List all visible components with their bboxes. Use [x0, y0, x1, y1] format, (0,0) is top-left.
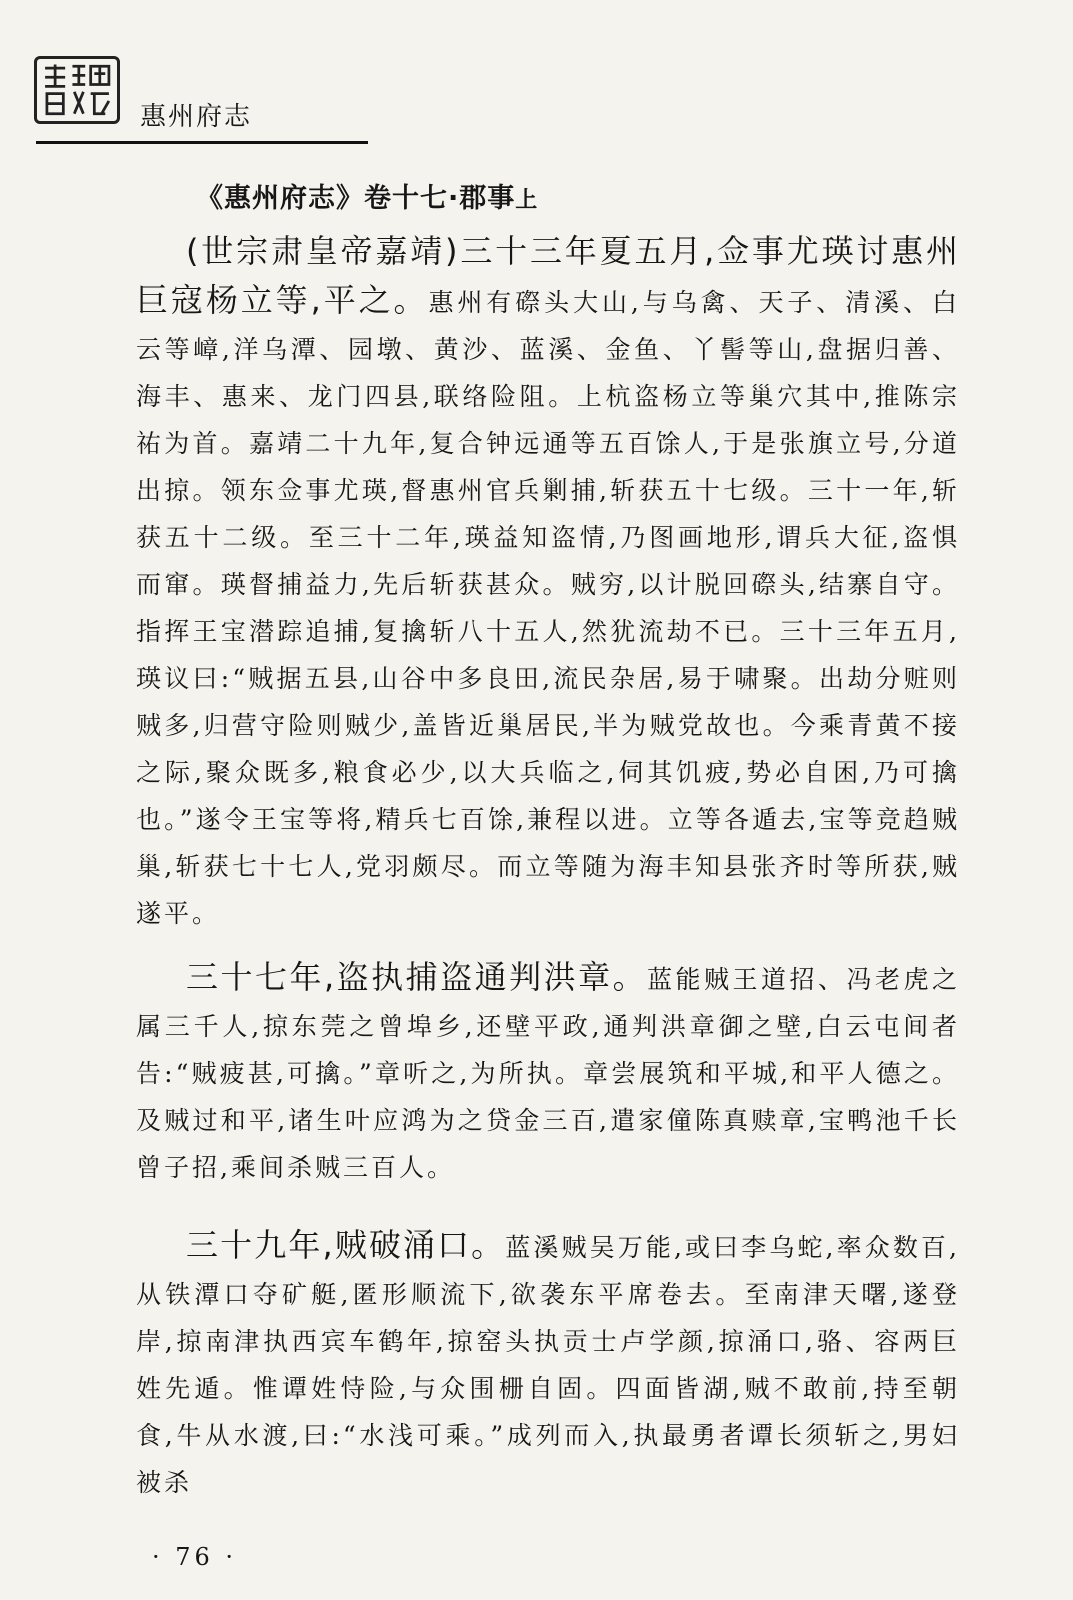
- chapter-title: [196, 176, 538, 215]
- chapter-title-main: 《惠州府志》卷十七·郡事: [196, 183, 516, 214]
- section-lead: 三十九年,贼破涌口。: [186, 1226, 506, 1264]
- section-body: 蓝溪贼吴万能,或曰李乌蛇,率众数百,从铁潭口夺矿艇,匿形顺流下,欲袭东平席卷去。至南津天曙,遂登岸,掠南津执西宾车鹤年,掠窑头执贡士卢学颜,掠涌口,骆、容两巨姓先遁。惟谭姓恃险,与众围栅自固。四面皆湖,贼不敢前,持至朝食,牛从水渡,曰:“水浅可乘。”成列而入,执最勇者谭长须斩之,男妇被杀: [136, 1233, 960, 1497]
- header-rule: [36, 141, 368, 144]
- book-title: 惠州府志: [140, 102, 253, 132]
- section-3: [136, 1222, 960, 1506]
- section-lead: 三十七年,盗执捕盗通判洪章。: [186, 958, 648, 996]
- section-body: 惠州有磜头大山,与乌禽、天子、清溪、白云等嶂,洋乌潭、园墩、黄沙、蓝溪、金鱼、丫髻等山,盘据归善、海丰、惠来、龙门四县,联络险阻。上杭盗杨立等巢穴其中,推陈宗祐为首。嘉靖二十九年,复合钟远通等五百馀人,于是张旗立号,分道出掠。领东佥事尤瑛,督惠州官兵剿捕,斩获五十七级。三十一年,斩获五十二级。至三十二年,瑛益知盗情,乃图画地形,谓兵大征,盗惧而窜。瑛督捕益力,先后斩获甚众。贼穷,以计脱回磜头,结寨自守。指挥王宝潜踪追捕,复擒斩八十五人,然犹流劫不已。三十三年五月,瑛议曰:“贼据五县,山谷中多良田,流民杂居,易于啸聚。出劫分赃则贼多,归营守险则贼少,盖皆近巢居民,半为贼党故也。今乘青黄不接之际,聚众既多,粮食必少,以大兵临之,伺其饥疲,势必自困,乃可擒也。”遂令王宝等将,精兵七百馀,兼程以进。立等各遁去,宝等竞趋贼巢,斩获七十七人,党羽颇尽。而立等随为海丰知县张齐时等所获,贼遂平。: [136, 288, 960, 928]
- section-lead: (世宗肃皇帝嘉靖)三十三年夏五月,佥事尤瑛讨惠州巨寇杨立等,平之。: [136, 232, 960, 319]
- page-number: · 76 ·: [152, 1543, 238, 1571]
- chapter-title-suffix: 上: [515, 188, 539, 213]
- section-2: [136, 954, 960, 1191]
- section-body: 蓝能贼王道招、冯老虎之属三千人,掠东莞之曾埠乡,还壁平政,通判洪章御之壁,白云屯间者告:“贼疲甚,可擒。”章听之,为所执。章尝展筑和平城,和平人德之。及贼过和平,诸生叶应鸿为之贷金三百,遣家僮陈真赎章,宝鸭池千长曾子招,乘间杀贼三百人。: [136, 965, 960, 1182]
- section-1: [136, 228, 960, 937]
- seal-logo-icon: [34, 56, 120, 124]
